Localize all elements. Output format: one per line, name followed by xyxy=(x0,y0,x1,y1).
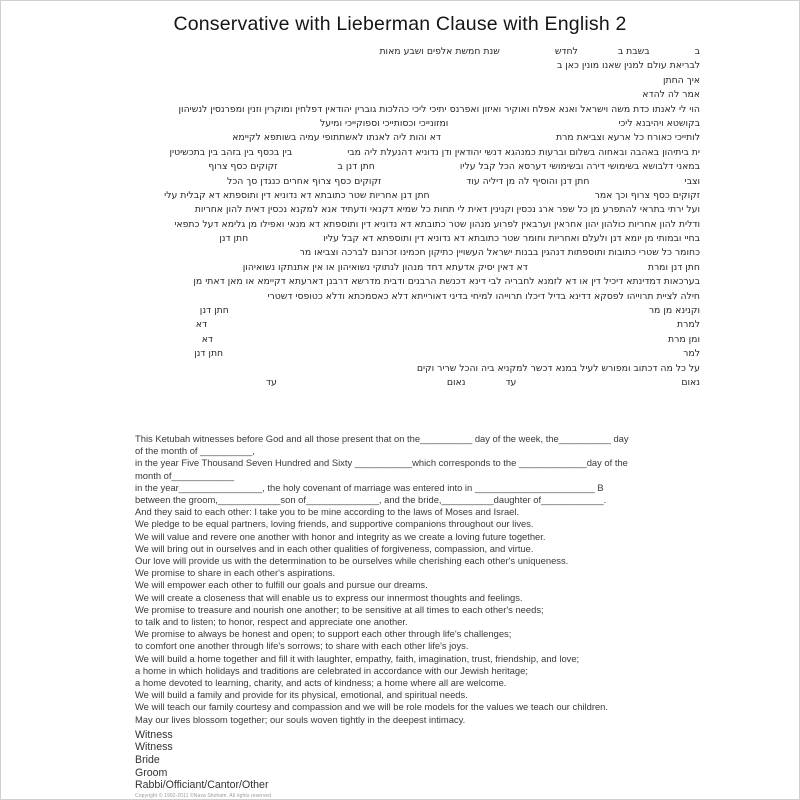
hebrew-line xyxy=(58,348,700,362)
hebrew-text-segment: כחומר כל שטרי כתובות ותוספתות דנהגין בבנות ישראל העשויין כתיקון חכמינו זכרונם לברכה וצביאו מר xyxy=(299,247,700,259)
signature-label: Witness xyxy=(135,741,173,754)
english-line: We will bring out in ourselves and in each other qualities of forgiveness, compassion, and virtue. xyxy=(135,542,534,554)
hebrew-text-segment: ומזונייכי וכסותייכי וספוקייכי ומיעל xyxy=(320,117,449,129)
hebrew-line xyxy=(58,305,700,319)
hebrew-text-segment: חתן דנן ומרת xyxy=(647,261,700,273)
hebrew-text-segment: עד xyxy=(505,376,517,388)
fill-in-blank xyxy=(213,341,668,342)
english-line: between the groom,____________son of______________, and the bride,__________daughter of____________. xyxy=(135,494,607,506)
hebrew-text-segment: בשבת ב xyxy=(617,46,650,57)
signature-labels-block xyxy=(135,729,675,792)
english-text-block xyxy=(135,433,675,799)
english-paragraph xyxy=(135,433,675,726)
signature-label: Groom xyxy=(135,766,168,779)
english-line: We promise to share in each other's aspirations. xyxy=(135,567,336,579)
hebrew-text-segment: בין בכסף בין בזהב בין בתכשיטין xyxy=(169,146,293,158)
fill-in-blank xyxy=(500,53,555,54)
hebrew-line xyxy=(58,291,700,305)
fill-in-blank xyxy=(375,168,460,169)
english-line: We will value and revere one another with honor and integrity as we create a loving future together. xyxy=(135,530,546,542)
english-line: May our lives blossom together; our souls woven tightly in the deepest intimacy. xyxy=(135,713,466,725)
english-line: We will empower each other to fulfill our goals and pursue our dreams. xyxy=(135,579,428,591)
hebrew-text-segment: חתן דנן אחריות שטר כתובתא דא נדוניא דין ותוספתא דא קבלית עלי xyxy=(164,189,430,201)
english-line: And they said to each other: I take you to be mine according to the laws of Moses and Israel. xyxy=(135,506,520,518)
english-line: month of____________ xyxy=(135,469,235,481)
hebrew-line xyxy=(58,276,700,290)
hebrew-line xyxy=(58,104,700,118)
hebrew-text-segment: נאום xyxy=(681,376,700,388)
hebrew-text-segment: דא xyxy=(201,333,213,345)
english-line: in the year Five Thousand Seven Hundred and Sixty ___________which corresponds to the _____________day of the xyxy=(135,457,628,469)
hebrew-text-segment: לותייכי כאורח כל ארעא וצביאת מרת xyxy=(555,132,700,144)
hebrew-line xyxy=(58,190,700,204)
hebrew-text-segment: חתן דנן xyxy=(194,348,224,360)
fill-in-blank xyxy=(589,183,684,184)
english-line: This Ketubah witnesses before God and all those present that on the__________ day of the week, the__________ day xyxy=(135,433,629,444)
hebrew-line xyxy=(58,204,700,218)
fill-in-blank xyxy=(277,168,337,169)
hebrew-text-segment: חתן דנן והוסיף לה מן דיליה עוד xyxy=(466,175,590,187)
hebrew-line xyxy=(58,363,700,377)
hebrew-text-segment: ומן מרת xyxy=(667,333,700,345)
hebrew-text-segment: במאני דלבושא בשימושי דירה ובשימושי דערסא הכל קבל עליו xyxy=(459,161,700,173)
fill-in-blank xyxy=(229,312,649,313)
english-line: We will create a closeness that will enable us to express our innermost thoughts and feelings. xyxy=(135,591,523,603)
fill-in-blank xyxy=(381,183,466,184)
hebrew-text-segment: למר xyxy=(683,348,700,360)
english-line: We pledge to be equal partners, loving friends, and supportive companions throughout our lives. xyxy=(135,518,534,530)
fill-in-blank xyxy=(207,326,677,327)
hebrew-text-segment: איך החתן xyxy=(662,74,700,86)
fill-in-blank xyxy=(650,53,695,54)
english-line: We will build a home together and fill it with laughter, empathy, faith, imagination, trust, friendship, and love; xyxy=(135,652,580,664)
hebrew-text-segment: ודלית להון אחריות כולהון יהון אחראין וערבאין לפרוע מנהון שטר כתובתא דא נדוניא דין ותוספתא דא מנאי ואפילו מן גלימא דעל כתפאי xyxy=(174,218,700,230)
fill-in-blank xyxy=(465,384,505,385)
hebrew-text-segment: שנת חמשת אלפים ושבע מאות xyxy=(379,46,500,57)
english-line: in the year________________, the holy covenant of marriage was entered into in _______________________ B xyxy=(135,481,604,493)
hebrew-line xyxy=(58,262,700,276)
hebrew-line xyxy=(58,89,700,103)
hebrew-text-segment: וקנינא מן מר xyxy=(648,305,700,317)
hebrew-text-segment: עד xyxy=(265,376,277,388)
hebrew-line xyxy=(58,219,700,233)
hebrew-text-segment: נאום xyxy=(446,376,466,388)
hebrew-text-block xyxy=(58,46,700,391)
hebrew-text-segment: ב xyxy=(694,46,700,57)
hebrew-line xyxy=(58,46,700,60)
english-line: We will build a family and provide for its physical, emotional, and spiritual needs. xyxy=(135,689,468,701)
hebrew-line xyxy=(58,147,700,161)
english-line: a home in which holidays and traditions are celebrated in accordance with our Jewish heritage; xyxy=(135,664,528,676)
hebrew-text-segment: ית ביתיהון באהבה ובאחוה בשלום וברעות כמנהגא דנשי יהודאין ודן נדוניא דהנעלת ליה מבי xyxy=(347,146,700,158)
hebrew-line xyxy=(58,60,700,74)
english-line: We will teach our family courtesy and compassion and we will be role models for the values we teach our children. xyxy=(135,701,608,713)
hebrew-text-segment: זקוקים כסף צרוף אחרים כנגדן סך הכל xyxy=(227,175,382,187)
fill-in-blank xyxy=(277,384,447,385)
hebrew-line xyxy=(58,75,700,89)
hebrew-line xyxy=(58,319,700,333)
page-title: Conservative with Lieberman Clause with English 2 xyxy=(173,13,627,35)
fill-in-blank xyxy=(528,269,648,270)
hebrew-text-segment: דא xyxy=(195,319,208,331)
hebrew-line xyxy=(58,132,700,146)
hebrew-text-segment: בחיי ובמותי מן יומא דנן ולעלם ואחריות וחומר שטר כתובתא דא נדוניא דין ותוספתא דא קבל עליו xyxy=(323,233,700,245)
signature-label: Bride xyxy=(135,754,160,767)
fill-in-blank xyxy=(441,139,556,140)
signature-label: Rabbi/Officiant/Cantor/Other xyxy=(135,779,269,792)
english-line: We promise to treasure and nourish one another; to be sensitive at all times to each other's needs; xyxy=(135,603,544,615)
hebrew-line xyxy=(58,118,700,132)
hebrew-text-segment: על כל מה דכתוב ומפורש לעיל במנא דכשר למקניא ביה והכל שריר וקים xyxy=(416,362,700,374)
fill-in-blank xyxy=(448,125,618,126)
hebrew-text-segment: בקושטא ויהיבנא ליכי xyxy=(618,117,700,129)
hebrew-text-segment: חתן דנן xyxy=(219,233,249,245)
hebrew-text-segment: לחדש xyxy=(554,46,578,57)
fill-in-blank xyxy=(516,384,681,385)
english-line: We promise to always be honest and open; to support each other through life's challenges; xyxy=(135,628,512,640)
english-line: to talk and to listen; to honor, respect and appreciate one another. xyxy=(135,616,408,628)
hebrew-text-segment: הוי לי לאנתו כדת משה וישראל ואנא אפלח ואוקיר ואיזון ואפרנס יתיכי ליכי כהלכות גוברין יהודאין דפלחין ומוקרין וזנין ומפרנסין לנשיהון xyxy=(178,103,700,115)
hebrew-text-segment: חתן דנן ב xyxy=(337,161,375,173)
hebrew-text-segment: וצבי xyxy=(684,175,700,187)
hebrew-text-segment: ועל ירתי בתראי להתפרע מן כל שפר ארג נכסין וקנינין דאית לי תחות כל שמיא דקנאי ודעתיד אנא למקנא נכסין דאית להון אחריות xyxy=(194,204,700,216)
signature-label: Witness xyxy=(135,728,173,741)
fill-in-blank xyxy=(578,53,618,54)
hebrew-text-segment: חילה לציית תרוייהו לפסקא דדינא בדיל דיכלו תרוייהו למיחי בדיני דאורייתא דלא כאסמכתא ודלא כטופסי דשטרי xyxy=(267,290,700,302)
hebrew-line xyxy=(58,233,700,247)
fill-in-blank xyxy=(248,240,323,241)
english-line: a home devoted to learning, charity, and acts of kindness; a home where all are welcome. xyxy=(135,677,507,689)
hebrew-line xyxy=(58,334,700,348)
hebrew-line xyxy=(58,176,700,190)
hebrew-line xyxy=(58,161,700,175)
fill-in-blank xyxy=(223,355,683,356)
hebrew-text-segment: חתן דנן xyxy=(199,305,229,317)
english-line: Our love will provide us with the determination to be ourselves while cherishing each other's uniqueness. xyxy=(135,555,569,567)
fill-in-blank xyxy=(292,154,347,155)
hebrew-text-segment: זקוקים כסף צרוף וכך אמר xyxy=(594,189,700,201)
english-line: of the month of __________, xyxy=(135,445,255,457)
hebrew-text-segment: זקוקים כסף צרוף xyxy=(208,161,278,173)
fill-in-blank xyxy=(430,197,595,198)
english-line: to comfort one another through life's sorrows; to share with each other life's joys. xyxy=(135,640,469,652)
hebrew-text-segment: בערכאות דמדינתא דיכיל דין או דא לזמנא לחבריה לבי דינא דכנשת הרבנים ודבית מדרשא דרבנן דארעתא דקיימא או מאן דאתי מן xyxy=(193,276,700,288)
copyright-notice: Copyright © 1992-2011 ©Nava Shoham. All rights reserved xyxy=(135,792,272,799)
hebrew-line xyxy=(58,377,700,391)
hebrew-text-segment: אמר לה להדא xyxy=(642,89,700,101)
hebrew-text-segment: דא והות ליה לאנתו לאשתתופי עמיה בשותפא לקיימא xyxy=(232,132,441,144)
hebrew-text-segment: למרת xyxy=(677,319,700,331)
hebrew-text-segment: דא דאין יסיק אדעתא דחד מנהון לנתוקי נשואיהון או אין אתנתקו נשואיהון xyxy=(242,261,528,273)
hebrew-text-segment: לבריאת עולם למנין שאנו מונין כאן ב xyxy=(556,60,700,72)
hebrew-line xyxy=(58,247,700,261)
